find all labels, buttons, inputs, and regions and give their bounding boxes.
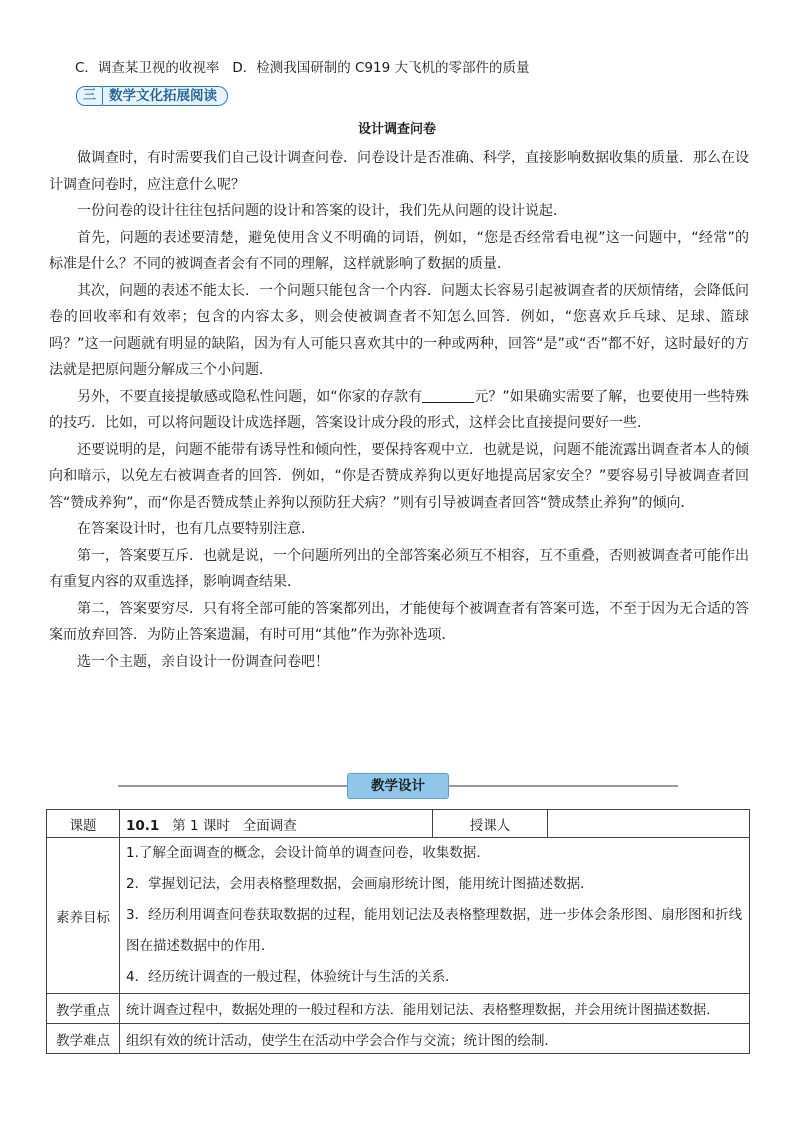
paragraph: 还要说明的是，问题不能带有诱导性和倾向性，要保持客观中立．也就是说，问题不能流露出调查者本人的倾向和暗示，以免左右被调查者的回答．例如，“你是否赞成养狗以更好地提高居家安全？”要容易引导被调查者回答“赞成养狗”，而“你是否赞成禁止养狗以预防狂犬病？”则有引导被调查者回答“赞成禁止养狗”的倾向． [49, 441, 749, 511]
table-row-goals [47, 838, 750, 994]
section-heading [76, 86, 228, 106]
topic-value [120, 810, 433, 838]
option-d: D．检测我国研制的 C919 大飞机的零部件的质量 [232, 60, 530, 76]
paragraph: 第一，答案要互斥．也就是说，一个问题所列出的全部答案必须互不相容，互不重叠，否则被调查者可能作出有重复内容的双重选择，影响调查结果． [49, 547, 749, 590]
paragraph: 做调查时，有时需要我们自己设计调查问卷．问卷设计是否准确、科学，直接影响数据收集的质量．那么在设计调查问卷时，应注意什么呢？ [49, 150, 749, 193]
paragraph: 首先，问题的表述要清楚，避免使用含义不明确的词语，例如，“您是否经常看电视”这一问题中，“经常”的标准是什么？不同的被调查者会有不同的理解，这样就影响了数据的质量． [49, 229, 749, 272]
option-c: C．调查某卫视的收视率 [75, 60, 220, 76]
teaching-design-banner [118, 772, 678, 800]
goal-item: 3．经历利用调查问卷获取数据的过程，能用划记法及表格整理数据，进一步体会条形图、扇形图和折线图在描述数据中的作用． [126, 907, 743, 954]
goal-item: 2．掌握划记法，会用表格整理数据，会画扇形统计图，能用统计图描述数据． [126, 876, 594, 892]
difficulty-text: 组织有效的统计活动，使学生在活动中学会合作与交流；统计图的绘制． [120, 1024, 750, 1054]
table-row-topic [47, 810, 750, 838]
goals-list [120, 838, 750, 994]
table-row-focus [47, 994, 750, 1024]
teacher-value [548, 810, 750, 838]
teaching-design-table [46, 809, 750, 1054]
paragraph: 选一个主题，亲自设计一份调查问卷吧！ [77, 653, 329, 670]
topic-label: 课题 [47, 810, 120, 838]
question-options [75, 56, 529, 76]
text-after-blank: 元？”如果确实需要了解，也要使用一些特殊的技巧．比如，可以将问题设计成选择题，答案设计成分段的形式，这样会比直接提问要好一些． [49, 388, 749, 431]
article-body [49, 145, 749, 675]
paragraph: 一份问卷的设计往往包括问题的设计和答案的设计，我们先从问题的设计说起． [77, 203, 567, 219]
lesson-period: 第 1 课时 [172, 817, 230, 834]
section-number: 三 [76, 86, 103, 106]
focus-label: 教学重点 [47, 994, 120, 1024]
goal-item: 1.了解全面调查的概念，会设计简单的调查问卷，收集数据． [126, 845, 490, 861]
article-title: 设计调查问卷 [357, 122, 436, 137]
goal-item: 4．经历统计调查的一般过程，体验统计与生活的关系． [126, 969, 459, 985]
focus-text: 统计调查过程中，数据处理的一般过程和方法．能用划记法、表格整理数据，并会用统计图描述数据． [120, 994, 750, 1024]
paragraph-with-blank [49, 384, 749, 437]
teacher-label: 授课人 [433, 810, 548, 838]
goals-label: 素养目标 [47, 838, 120, 994]
paragraph: 其次，问题的表述不能太长．一个问题只能包含一个内容．问题太长容易引起被调查者的厌烦情绪，会降低问卷的回收率和有效率；包含的内容太多，则会使被调查者不知怎么回答．例如，“您喜欢乒乓球、足球、篮球吗？”这一问题就有明显的缺陷，因为有人可能只喜欢其中的一种或两种，回答“是”或“否”都不好，这时最好的方法就是把原问题分解成三个小问题． [49, 282, 749, 378]
difficulty-label: 教学难点 [47, 1024, 120, 1054]
section-title: 数学文化拓展阅读 [103, 86, 228, 106]
lesson-number: 10.1 [126, 817, 160, 834]
banner-label: 教学设计 [347, 773, 449, 799]
table-row-difficulty [47, 1024, 750, 1054]
text-before-blank: 另外，不要直接提敏感或隐私性问题，如“你家的存款有 [77, 388, 423, 405]
paragraph: 第二，答案要穷尽．只有将全部可能的答案都列出，才能使每个被调查者有答案可选，不至于因为无合适的答案而放弃回答．为防止答案遗漏，有时可用“其他”作为弥补选项． [49, 600, 749, 643]
lesson-name: 全面调查 [242, 817, 297, 834]
fill-in-blank [422, 388, 474, 403]
paragraph: 在答案设计时，也有几点要特别注意． [77, 521, 315, 537]
